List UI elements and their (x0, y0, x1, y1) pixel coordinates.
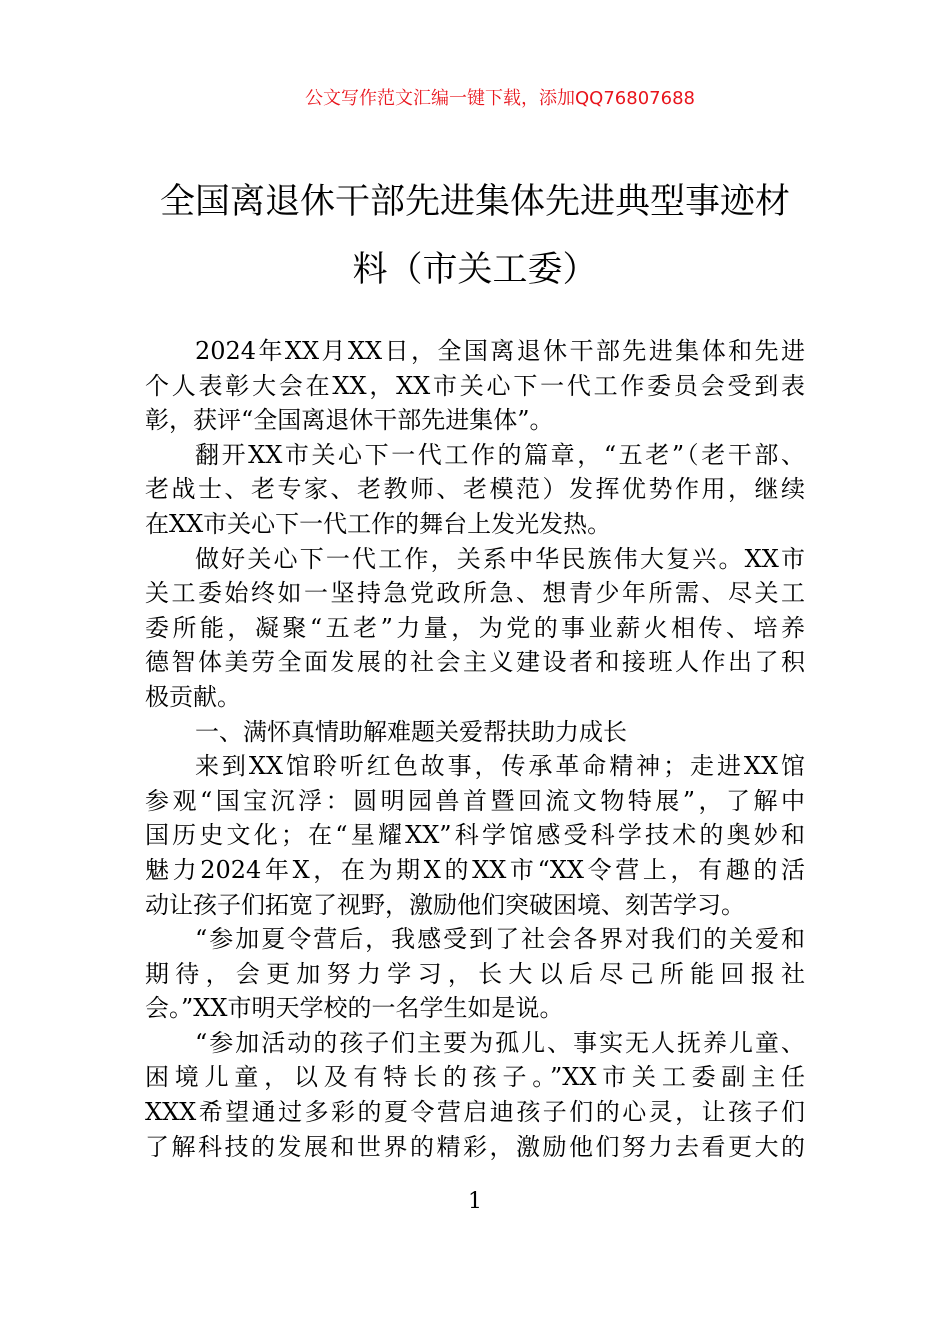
body-text-line: 困境儿童，以及有特长的孩子。”XX市关工委副主任 (145, 1063, 805, 1092)
body-text-line: 个人表彰大会在XX，XX市关心下一代工作委员会受到表 (145, 371, 805, 400)
download-banner: 公文写作范文汇编一键下载，添加QQ76807688 (305, 88, 695, 109)
body-text-line: 关工委始终如一坚持急党政所急、想青少年所需、尽关工 (145, 579, 805, 608)
body-text-line: 彰，获评“全国离退休干部先进集体”。 (145, 406, 554, 435)
body-text-line: “参加活动的孩子们主要为孤儿、事实无人抚养儿童、 (195, 1028, 805, 1057)
body-text-line: 德智体美劳全面发展的社会主义建设者和接班人作出了积 (145, 648, 805, 677)
body-text-line: 委所能，凝聚“五老”力量，为党的事业薪火相传、培养 (145, 613, 805, 642)
body-text-line: 国历史文化；在“星耀XX”科学馆感受科学技术的奥妙和 (145, 821, 805, 850)
body-text-line: 老战士、老专家、老教师、老模范）发挥优势作用，继续 (145, 475, 805, 504)
document-title-line-1: 全国离退休干部先进集体先进典型事迹材 (159, 182, 790, 222)
body-text-line: 翻开XX市关心下一代工作的篇章，“五老”（老干部、 (195, 440, 805, 469)
document-title-line-2: 料（市关工委） (352, 250, 598, 290)
page-number: 1 (468, 1189, 482, 1214)
body-text-line: 期待，会更加努力学习，长大以后尽己所能回报社 (145, 959, 805, 988)
body-text-line: 会。”XX市明天学校的一名学生如是说。 (145, 994, 564, 1023)
body-text-line: 魅力2024年X，在为期X的XX市“XX令营上，有趣的活 (145, 855, 805, 884)
body-text-line: 在XX市关心下一代工作的舞台上发光发热。 (145, 509, 612, 538)
body-text-line: 动让孩子们拓宽了视野，激励他们突破困境、刻苦学习。 (145, 890, 745, 919)
body-text-line: 参观“国宝沉浮：圆明园兽首暨回流文物特展”，了解中 (145, 786, 805, 815)
body-text-line: 来到XX馆聆听红色故事，传承革命精神；走进XX馆 (195, 752, 805, 781)
body-text-line: 一、满怀真情助解难题关爱帮扶助力成长 (195, 717, 627, 746)
body-text-line: “参加夏令营后，我感受到了社会各界对我们的关爱和 (195, 925, 805, 954)
body-text-line: 做好关心下一代工作，关系中华民族伟大复兴。XX市 (195, 544, 805, 573)
body-text-line: 极贡献。 (145, 682, 241, 711)
document-body (145, 334, 805, 1164)
body-text-line: XXX希望通过多彩的夏令营启迪孩子们的心灵，让孩子们 (145, 1098, 805, 1127)
body-text-line: 2024年XX月XX日，全国离退休干部先进集体和先进 (195, 337, 805, 365)
body-text-line: 了解科技的发展和世界的精彩，激励他们努力去看更大的 (145, 1132, 805, 1161)
